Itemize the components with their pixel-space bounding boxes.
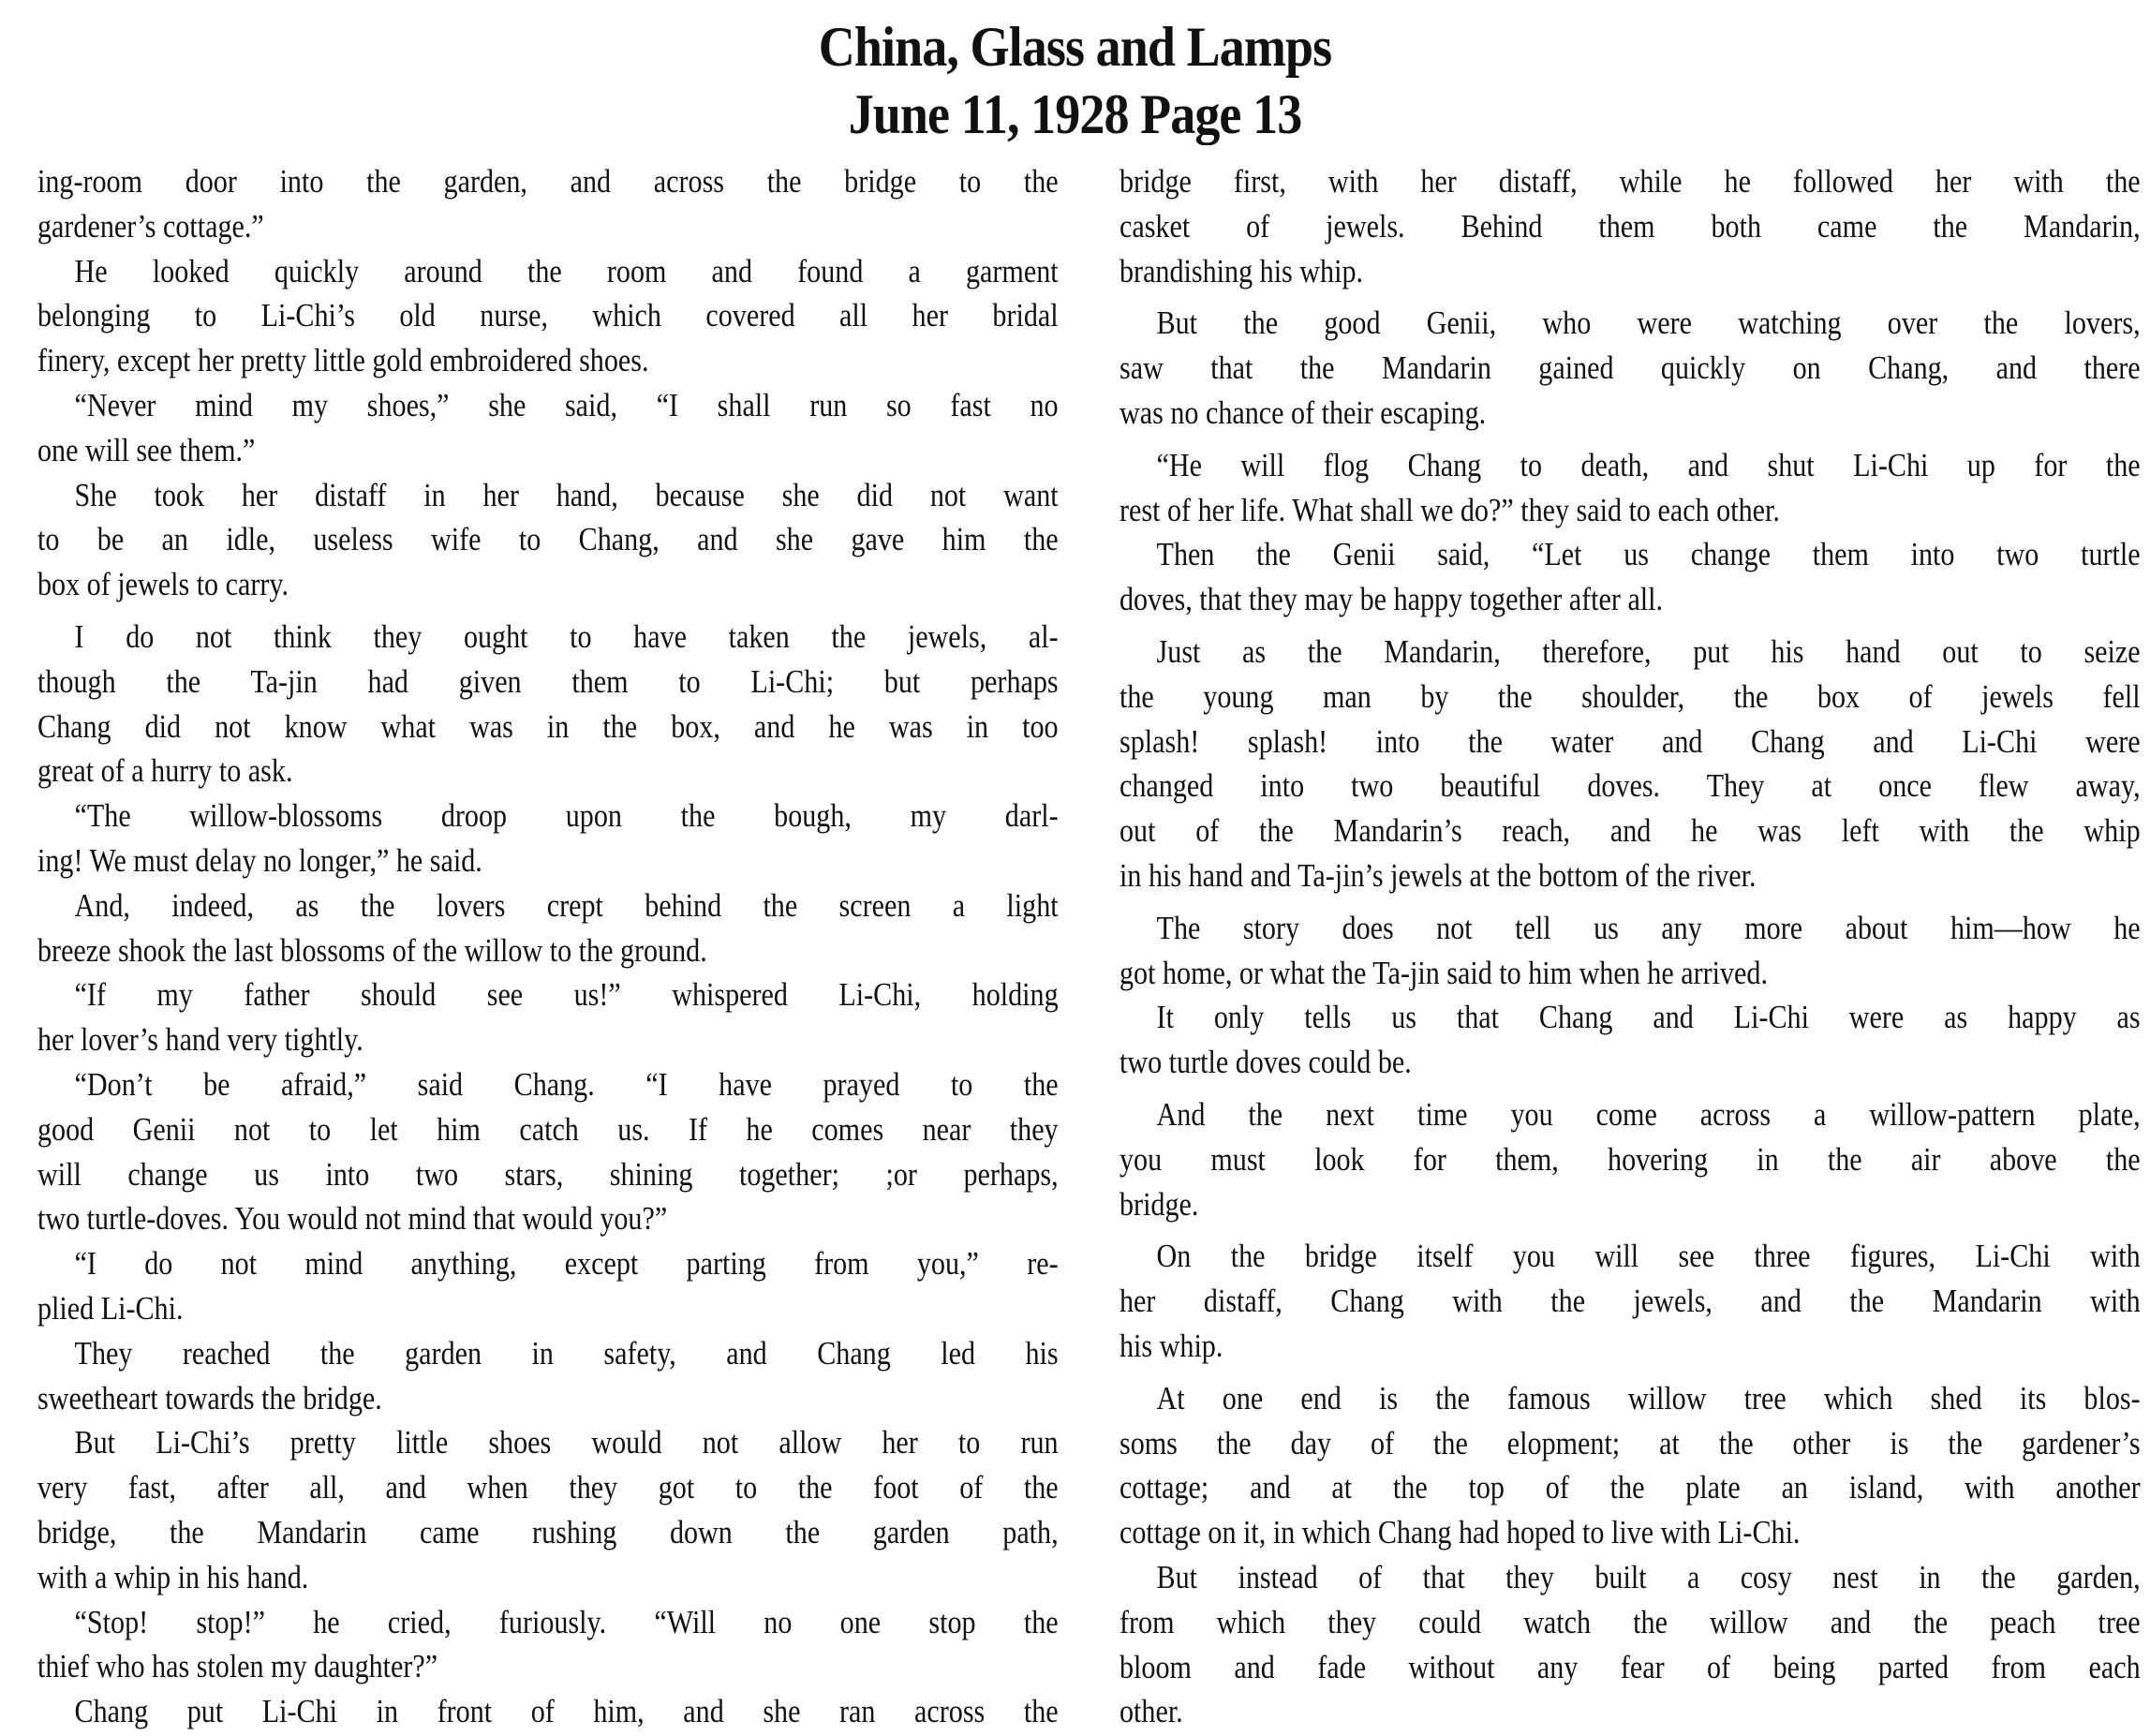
paragraph-gap	[1119, 293, 2141, 301]
paragraph-gap	[1119, 898, 2141, 906]
text-line: Just as the Mandarin, therefore, put his hand out to seize	[1156, 632, 2141, 670]
text-line: her distaff, Chang with the jewels, and the Mandarin with	[1119, 1283, 2141, 1320]
paragraph-gap	[1119, 622, 2141, 630]
text-line: other.	[1119, 1693, 1183, 1730]
text-line: ing-room door into the garden, and across the bridge to the	[37, 163, 1059, 200]
text-line: gardener’s cottage.”	[37, 207, 264, 245]
paragraph-gap	[1119, 1085, 2141, 1092]
paragraph-gap	[1119, 1369, 2141, 1376]
text-line: cottage on it, in which Chang had hoped to live with Li-Chi.	[1119, 1514, 1801, 1551]
text-line: brandishing his whip.	[1119, 252, 1364, 289]
text-line: cottage; and at the top of the plate an island, with another	[1119, 1469, 2141, 1506]
text-line: plied Li-Chi.	[37, 1289, 184, 1327]
text-line: will change us into two stars, shining together; ;or perhaps,	[37, 1155, 1059, 1193]
text-line: her lover’s hand very tightly.	[37, 1021, 363, 1059]
text-line: Chang put Li-Chi in front of him, and she ran across the	[74, 1693, 1059, 1730]
text-line: The story does not tell us any more about him—how he	[1156, 909, 2141, 946]
text-line: bridge.	[1119, 1185, 1199, 1223]
text-line: On the bridge itself you will see three figures, Li-Chi with	[1156, 1238, 2141, 1275]
text-line: Then the Genii said, “Let us change them into two turtle	[1156, 536, 2141, 573]
paragraph-gap	[1119, 436, 2141, 443]
text-line: But the good Genii, who were watching over the lovers,	[1156, 304, 2141, 342]
text-line: sweetheart towards the bridge.	[37, 1379, 382, 1417]
text-line: in his hand and Ta-jin’s jewels at the bottom of the river.	[1119, 856, 1757, 894]
text-line: saw that the Mandarin gained quickly on Chang, and there	[1119, 349, 2141, 387]
text-line: good Genii not to let him catch us. If he comes near they	[37, 1110, 1059, 1148]
text-line: got home, or what the Ta-jin said to him when he arrived.	[1119, 954, 1768, 991]
text-line: two turtle-doves. You would not mind that would you?”	[37, 1200, 668, 1238]
left-column	[37, 159, 1059, 1734]
text-line: “Never mind my shoes,” she said, “I shall run so fast no	[74, 386, 1059, 423]
text-line: his whip.	[1119, 1327, 1223, 1364]
text-line: I do not think they ought to have taken the jewels, al-	[74, 617, 1059, 655]
text-line: from which they could watch the willow and the peach tree	[1119, 1603, 2141, 1640]
text-line: It only tells us that Chang and Li-Chi were as happy as	[1156, 999, 2141, 1036]
text-line: And the next time you come across a willow-pattern plate,	[1156, 1095, 2141, 1133]
text-line: changed into two beautiful doves. They at once flew away,	[1119, 767, 2141, 805]
text-line: “If my father should see us!” whispered Li-Chi, holding	[74, 976, 1059, 1014]
text-line: thief who has stolen my daughter?”	[37, 1648, 438, 1685]
text-line: “Don’t be afraid,” said Chang. “I have prayed to the	[74, 1065, 1059, 1103]
text-line: ing! We must delay no longer,” he said.	[37, 841, 482, 879]
text-line: rest of her life. What shall we do?” they said to each other.	[1119, 491, 1780, 528]
text-line: She took her distaff in her hand, because she did not want	[74, 476, 1059, 513]
text-line: At one end is the famous willow tree which shed its blos-	[1156, 1379, 2141, 1417]
text-line: finery, except her pretty little gold embroidered shoes.	[37, 342, 649, 379]
text-line: They reached the garden in safety, and Chang led his	[74, 1334, 1059, 1372]
paragraph-gap	[1119, 1226, 2141, 1234]
text-line: doves, that they may be happy together after all.	[1119, 581, 1664, 618]
text-line: But instead of that they built a cosy nest in the garden,	[1156, 1558, 2141, 1595]
text-line: bloom and fade without any fear of being parted from each	[1119, 1648, 2141, 1685]
text-line: “I do not mind anything, except parting from you,” re-	[74, 1245, 1059, 1283]
text-line: you must look for them, hovering in the air above the	[1119, 1140, 2141, 1178]
right-column	[1119, 159, 2141, 1734]
text-line: Chang did not know what was in the box, and he was in too	[37, 707, 1059, 745]
text-line: was no chance of their escaping.	[1119, 393, 1487, 431]
text-line: the young man by the shoulder, the box of jewels fell	[1119, 677, 2141, 715]
text-line: belonging to Li-Chi’s old nurse, which covered all her bridal	[37, 297, 1059, 334]
text-line: with a whip in his hand.	[37, 1558, 309, 1595]
text-line: And, indeed, as the lovers crept behind the screen a light	[74, 886, 1059, 924]
text-line: bridge, the Mandarin came rushing down the garden path,	[37, 1513, 1059, 1551]
text-line: great of a hurry to ask.	[37, 752, 293, 790]
text-line: “Stop! stop!” he cried, furiously. “Will no one stop the	[74, 1603, 1059, 1640]
text-line: But Li-Chi’s pretty little shoes would not allow her to run	[74, 1424, 1059, 1462]
text-line: “He will flog Chang to death, and shut Li-Chi up for the	[1156, 446, 2141, 483]
text-line: very fast, after all, and when they got to the foot of the	[37, 1469, 1059, 1506]
text-line: He looked quickly around the room and found a garment	[74, 252, 1059, 289]
text-line: one will see them.”	[37, 431, 256, 468]
text-line: breeze shook the last blossoms of the willow to the ground.	[37, 931, 707, 969]
text-line: to be an idle, useless wife to Chang, and she gave him the	[37, 521, 1059, 558]
paragraph-gap	[37, 607, 1059, 615]
text-line: “The willow-blossoms droop upon the bough, my darl-	[74, 797, 1059, 835]
text-line: out of the Mandarin’s reach, and he was left with the whip	[1119, 812, 2141, 850]
publication-date-page: June 11, 1928 Page 13	[848, 83, 1302, 145]
text-line: box of jewels to carry.	[37, 566, 289, 603]
text-line: casket of jewels. Behind them both came the Mandarin,	[1119, 207, 2141, 245]
publication-title: China, Glass and Lamps	[818, 16, 1332, 78]
text-line: two turtle doves could be.	[1119, 1044, 1412, 1081]
text-line: splash! splash! into the water and Chang and Li-Chi were	[1119, 722, 2141, 760]
text-line: though the Ta-jin had given them to Li-Chi; but perhaps	[37, 662, 1059, 700]
text-line: soms the day of the elopment; at the other is the gardener’s	[1119, 1424, 2141, 1462]
text-line: bridge first, with her distaff, while he followed her with the	[1119, 163, 2141, 200]
page-header	[108, 13, 2043, 148]
